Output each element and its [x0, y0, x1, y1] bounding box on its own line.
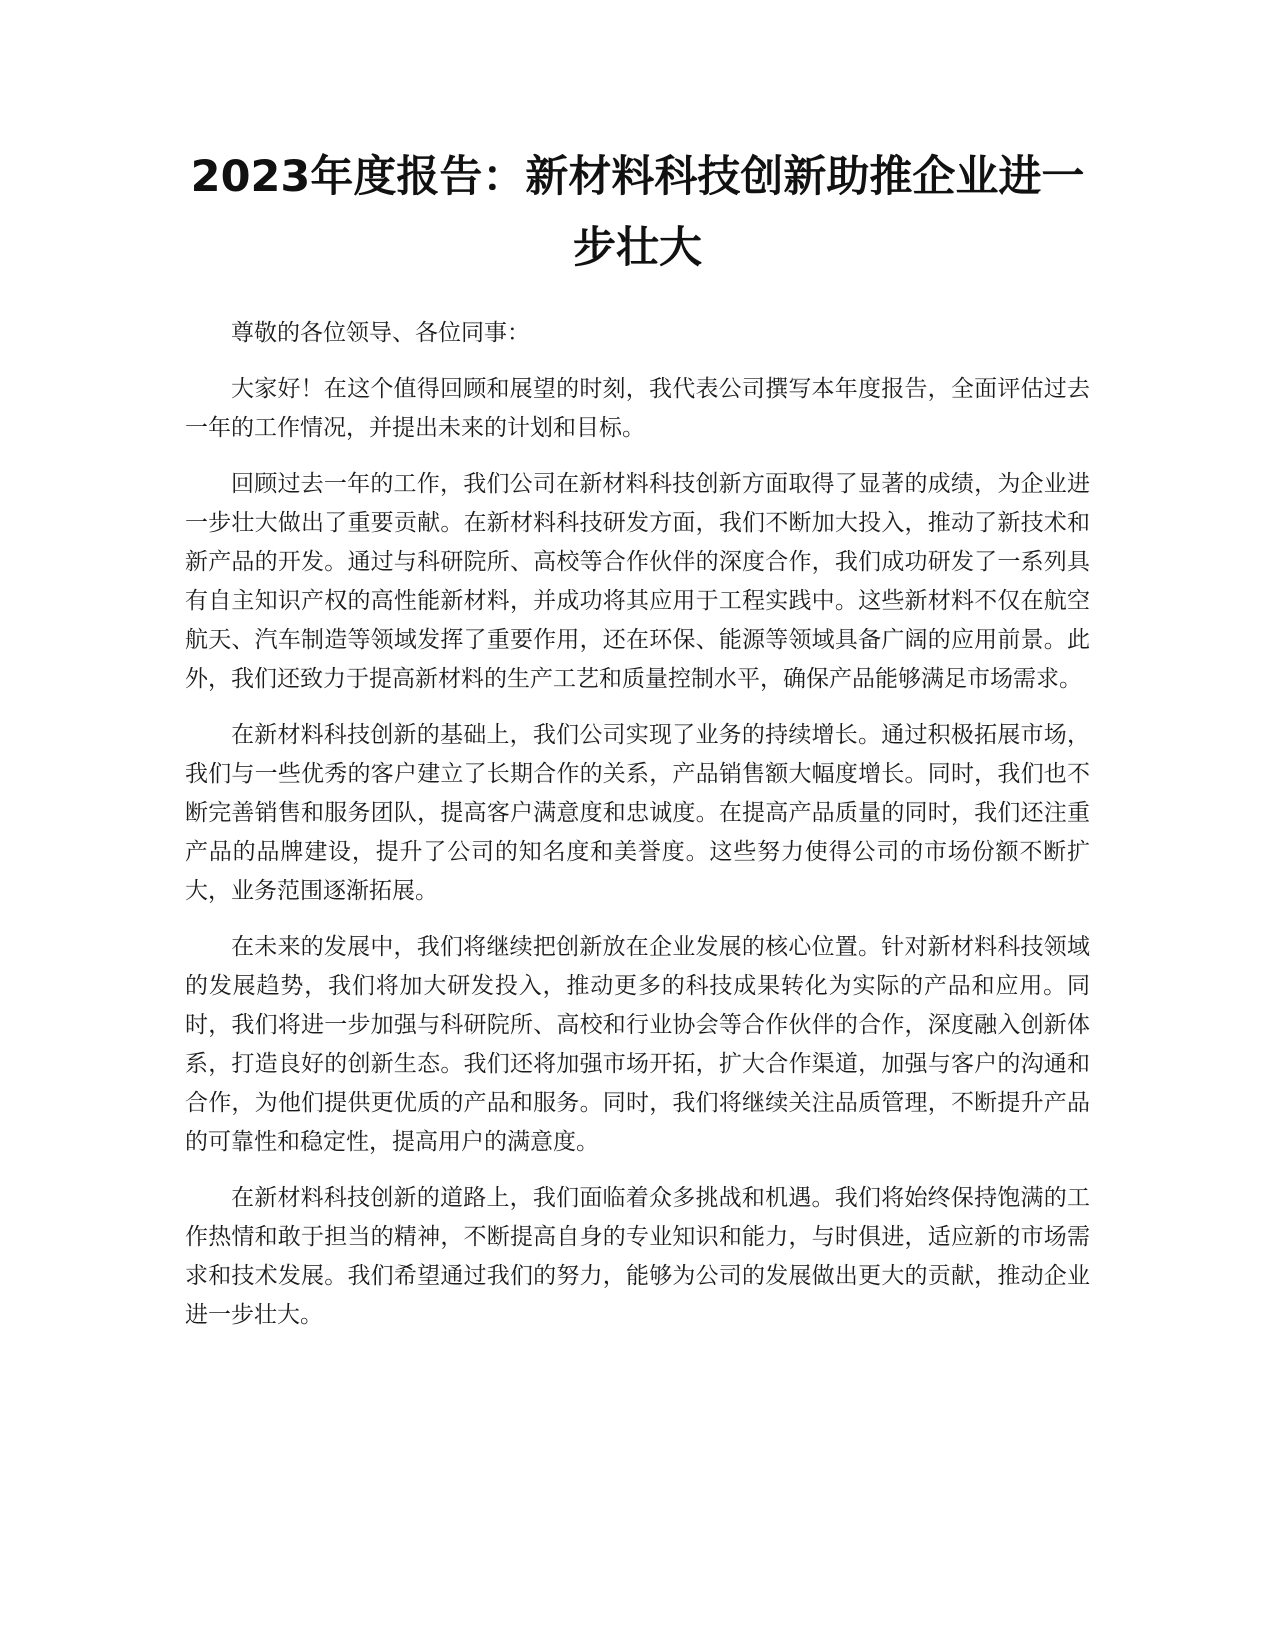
- paragraph-future: 在未来的发展中，我们将继续把创新放在企业发展的核心位置。针对新材料科技领域的发展趋势，我们将加大研发投入，推动更多的科技成果转化为实际的产品和应用。同时，我们将进一步加强与科研院所、高校和行业协会等合作伙伴的合作，深度融入创新体系，打造良好的创新生态。我们还将加强市场开拓，扩大合作渠道，加强与客户的沟通和合作，为他们提供更优质的产品和服务。同时，我们将继续关注品质管理，不断提升产品的可靠性和稳定性，提高用户的满意度。: [185, 934, 1090, 1155]
- paragraph-growth: 在新材料科技创新的基础上，我们公司实现了业务的持续增长。通过积极拓展市场，我们与一些优秀的客户建立了长期合作的关系，产品销售额大幅度增长。同时，我们也不断完善销售和服务团队，提高客户满意度和忠诚度。在提高产品质量的同时，我们还注重产品的品牌建设，提升了公司的知名度和美誉度。这些努力使得公司的市场份额不断扩大，业务范围逐渐拓展。: [185, 722, 1090, 904]
- paragraph-review: 回顾过去一年的工作，我们公司在新材料科技创新方面取得了显著的成绩，为企业进一步壮大做出了重要贡献。在新材料科技研发方面，我们不断加大投入，推动了新技术和新产品的开发。通过与科研院所、高校等合作伙伴的深度合作，我们成功研发了一系列具有自主知识产权的高性能新材料，并成功将其应用于工程实践中。这些新材料不仅在航空航天、汽车制造等领域发挥了重要作用，还在环保、能源等领域具备广阔的应用前景。此外，我们还致力于提高新材料的生产工艺和质量控制水平，确保产品能够满足市场需求。: [185, 471, 1090, 692]
- salutation: 尊敬的各位领导、各位同事：: [231, 320, 530, 346]
- document-title: 2023年度报告：新材料科技创新助推企业进一步壮大: [190, 152, 1085, 273]
- paragraph-conclusion: 在新材料科技创新的道路上，我们面临着众多挑战和机遇。我们将始终保持饱满的工作热情和敢于担当的精神，不断提高自身的专业知识和能力，与时俱进，适应新的市场需求和技术发展。我们希望通过我们的努力，能够为公司的发展做出更大的贡献，推动企业进一步壮大。: [185, 1185, 1090, 1328]
- document-body: [185, 314, 1090, 1352]
- paragraph-intro: 大家好！在这个值得回顾和展望的时刻，我代表公司撰写本年度报告，全面评估过去一年的工作情况，并提出未来的计划和目标。: [185, 376, 1090, 441]
